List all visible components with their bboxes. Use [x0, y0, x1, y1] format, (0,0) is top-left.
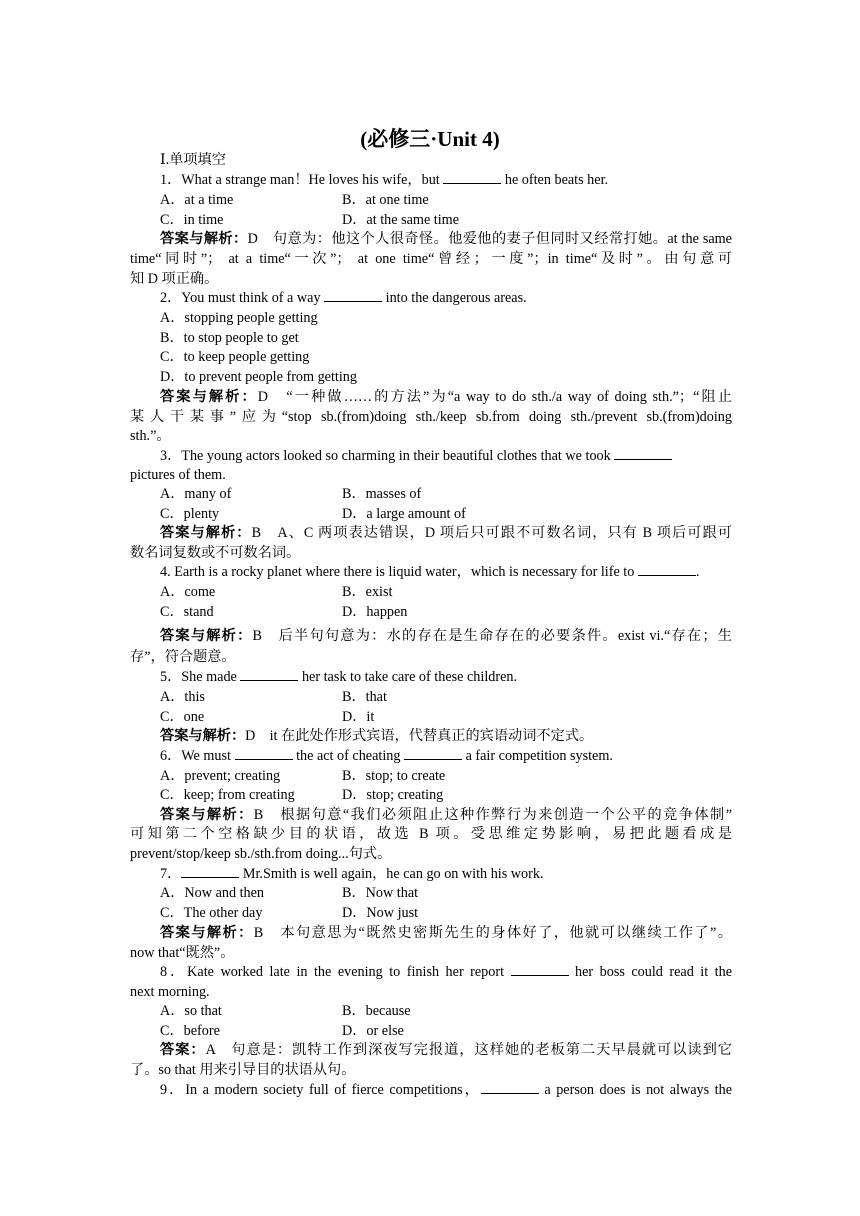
q7-option-c: C．The other day: [160, 905, 263, 921]
question-8-stem-continued: next morning.: [130, 984, 210, 1000]
q4-option-c: C．stand: [160, 604, 214, 620]
q1-explanation-line-2: time“同时”； at a time“一次”； at one time“曾经；一度”；in time“及时”。由句意可: [130, 251, 732, 267]
answer-blank: [404, 747, 462, 760]
q5-option-c: C．one: [160, 709, 205, 725]
q2-explanation-line-2: 某人干某事”应为“stop sb.(from)doing sth./keep sb.from doing sth./prevent sb.(from)doing: [130, 409, 732, 425]
q3-option-d: D．a large amount of: [342, 506, 466, 522]
answer-blank: [181, 865, 239, 878]
q5-option-d: D．it: [342, 709, 375, 725]
q2-option-d: D．to prevent people from getting: [160, 369, 357, 385]
q5-option-b: B．that: [342, 689, 387, 705]
q8-option-c: C．before: [160, 1023, 220, 1039]
q5-option-a: A．this: [160, 689, 205, 705]
answer-blank: [614, 447, 672, 460]
q4-explanation-line-1: 答案与解析：B 后半句句意为：水的存在是生命存在的必要条件。exist vi.“存在；生: [160, 628, 732, 644]
q1-option-c: C．in time: [160, 212, 224, 228]
answer-blank: [324, 289, 382, 302]
question-9-stem: 9．In a modern society full of fierce competitions， a person does is not always the: [160, 1082, 732, 1098]
q8-option-d: D．or else: [342, 1023, 404, 1039]
page-title: (必修三·Unit 4): [360, 127, 500, 151]
question-3-stem-continued: pictures of them.: [130, 467, 226, 483]
q8-option-a: A．so that: [160, 1003, 222, 1019]
q8-explanation-line-2: 了。so that 用来引导目的状语从句。: [130, 1062, 356, 1078]
answer-blank: [481, 1081, 539, 1094]
q5-explanation-line-1: 答案与解析：D it 在此处作形式宾语，代替真正的宾语动词不定式。: [160, 728, 594, 744]
q3-option-b: B．masses of: [342, 486, 422, 502]
q6-option-c: C．keep; from creating: [160, 787, 295, 803]
q4-explanation-line-2: 存”，符合题意。: [130, 649, 236, 665]
question-4-stem: 4. Earth is a rocky planet where there is liquid water，which is necessary for life to .: [160, 564, 700, 580]
q3-explanation-line-2: 数名词复数或不可数名词。: [130, 545, 301, 561]
q2-explanation-line-1: 答案与解析：D “一种做……的方法”为“a way to do sth./a way of doing sth.”；“阻止: [160, 389, 732, 405]
q6-explanation-line-3: prevent/stop/keep sb./sth.from doing...句式。: [130, 846, 392, 862]
q4-option-b: B．exist: [342, 584, 393, 600]
q4-option-d: D．happen: [342, 604, 408, 620]
q1-option-b: B．at one time: [342, 192, 429, 208]
q6-option-d: D．stop; creating: [342, 787, 444, 803]
q8-option-b: B．because: [342, 1003, 411, 1019]
question-1-stem: 1．What a strange man！He loves his wife，but he often beats her.: [160, 172, 609, 188]
q6-explanation-line-2: 可知第二个空格缺少目的状语，故选 B 项。受思维定势影响，易把此题看成是: [130, 826, 732, 842]
question-8-stem: 8．Kate worked late in the evening to finish her report her boss could read it the: [160, 964, 732, 980]
q1-option-d: D．at the same time: [342, 212, 460, 228]
q1-explanation-line-3: 知 D 项正确。: [130, 271, 219, 287]
q2-option-b: B．to stop people to get: [160, 330, 299, 346]
q3-explanation-line-1: 答案与解析：B A、C 两项表达错误，D 项后只可跟不可数名词，只有 B 项后可跟可: [160, 525, 732, 541]
question-7-stem: 7． Mr.Smith is well again，he can go on with his work.: [160, 866, 544, 882]
q2-option-a: A．stopping people getting: [160, 310, 318, 326]
question-6-stem: 6．We must the act of cheating a fair competition system.: [160, 748, 613, 764]
q7-explanation-line-1: 答案与解析：B 本句意思为“既然史密斯先生的身体好了，他就可以继续工作了”。: [160, 925, 732, 941]
answer-blank: [443, 171, 501, 184]
q3-option-c: C．plenty: [160, 506, 220, 522]
q7-explanation-line-2: now that“既然”。: [130, 945, 235, 961]
answer-blank: [235, 747, 293, 760]
q6-explanation-line-1: 答案与解析：B 根据句意“我们必须阻止这种作弊行为来创造一个公平的竞争体制”: [160, 807, 732, 823]
q8-explanation-line-1: 答案：A 句意是：凯特工作到深夜写完报道，这样她的老板第二天早晨就可以读到它: [160, 1042, 732, 1058]
q6-option-a: A．prevent; creating: [160, 768, 281, 784]
q6-option-b: B．stop; to create: [342, 768, 446, 784]
question-5-stem: 5．She made her task to take care of these children.: [160, 669, 518, 685]
q4-option-a: A．come: [160, 584, 216, 600]
answer-blank: [511, 963, 569, 976]
q7-option-a: A．Now and then: [160, 885, 265, 901]
q1-option-a: A．at a time: [160, 192, 234, 208]
q2-option-c: C．to keep people getting: [160, 349, 310, 365]
q1-explanation-line-1: 答案与解析：D 句意为：他这个人很奇怪。他爱他的妻子但同时又经常打她。at the same: [160, 231, 732, 247]
q7-option-d: D．Now just: [342, 905, 419, 921]
section-heading: Ⅰ.单项填空: [160, 152, 226, 168]
q2-explanation-line-3: sth.”。: [130, 428, 171, 444]
answer-blank: [638, 563, 696, 576]
question-3-stem: 3．The young actors looked so charming in their beautiful clothes that we took: [160, 447, 732, 467]
answer-blank: [240, 668, 298, 681]
question-2-stem: 2．You must think of a way into the dangerous areas.: [160, 290, 527, 306]
q3-option-a: A．many of: [160, 486, 232, 502]
q7-option-b: B．Now that: [342, 885, 419, 901]
